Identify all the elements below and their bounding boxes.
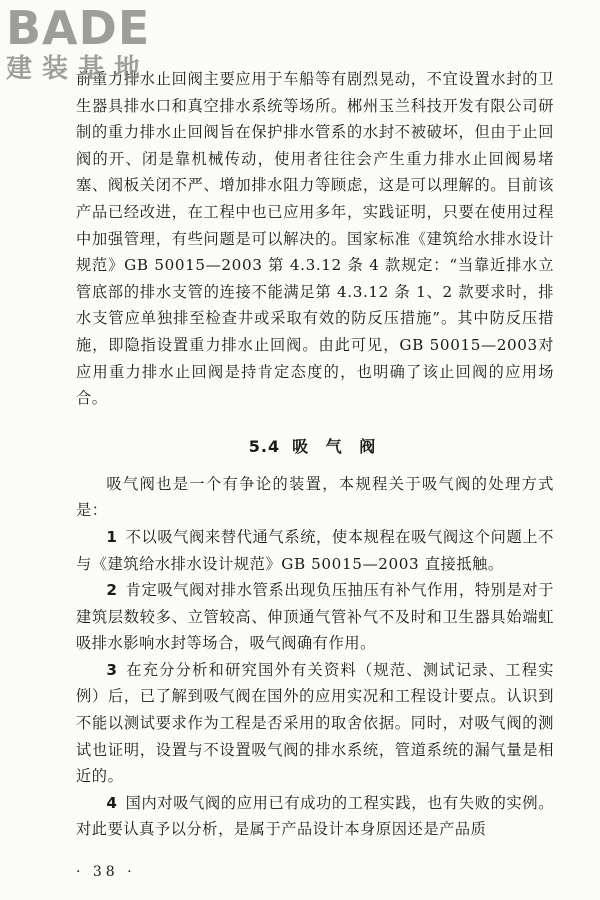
- list-item: [76, 790, 554, 843]
- item-text: 在充分分析和研究国外有关资料（规范、测试记录、工程实例）后，已了解到吸气阀在国外的应用实况和工程设计要点。认识到不能以测试要求作为工程是否采用的取舍依据。同时，对吸气阀的测试也证明，设置与不设置吸气阀的排水系统，管道系统的漏气量是相近的。: [76, 660, 554, 786]
- section-title: 吸 气 阀: [292, 436, 382, 456]
- document-page: [76, 66, 554, 843]
- intro-paragraph: 吸气阀也是一个有争论的装置，本规程关于吸气阀的处理方式是：: [76, 474, 554, 520]
- item-text: 国内对吸气阀的应用已有成功的工程实践，也有失败的实例。对此要认真予以分析，是属于产品设计本身原因还是产品质: [76, 793, 554, 839]
- list-item: [76, 577, 554, 657]
- list-item: [76, 524, 554, 577]
- item-number: 2: [106, 581, 118, 600]
- item-number: 3: [106, 660, 118, 679]
- watermark-subtitle: 建装基地: [6, 54, 151, 84]
- watermark-brand: BADE: [6, 1, 151, 55]
- list-item: [76, 657, 554, 790]
- item-text: 不以吸气阀来替代通气系统，使本规程在吸气阀这个问题上不与《建筑给水排水设计规范》GB 50015—2003 直接抵触。: [76, 527, 554, 573]
- section-number: 5.4: [248, 436, 281, 456]
- top-paragraph: 前重力排水止回阀主要应用于车船等有剧烈晃动，不宜设置水封的卫生器具排水口和真空排水系统等场所。郴州玉兰科技开发有限公司研制的重力排水止回阀旨在保护排水管系的水封不被破坏，但由于止回阀的开、闭是靠机械传动，使用者往往会产生重力排水止回阀易堵塞、阀板关闭不严、增加排水阻力等顾虑，这是可以理解的。目前该产品已经改进，在工程中也已应用多年，实践证明，只要在使用过程中加强管理，有些问题是可以解决的。国家标准《建筑给水排水设计规范》GB 50015—2003 第 4.3.12 条 4 款规定：“当靠近排水立管底部的排水支管的连接不能满足第 4.3.12 条 1、2 款要求时，排水支管应单独排至检查井或采取有效的防反压措施”。其中防反压措施，即隐指设置重力排水止回阀。由此可见，GB 50015—2003对应用重力排水止回阀是持肯定态度的，也明确了该止回阀的应用场合。: [76, 70, 554, 408]
- section-heading: [76, 434, 554, 457]
- page-number: · 38 ·: [76, 864, 136, 880]
- item-number: 1: [106, 527, 118, 546]
- item-number: 4: [106, 793, 118, 812]
- item-text: 肯定吸气阀对排水管系出现负压抽压有补气作用，特别是对于建筑层数较多、立管较高、伸顶通气管补气不及时和卫生器具始端虹吸排水影响水封等场合，吸气阀确有作用。: [76, 581, 554, 653]
- watermark-logo: [6, 1, 151, 84]
